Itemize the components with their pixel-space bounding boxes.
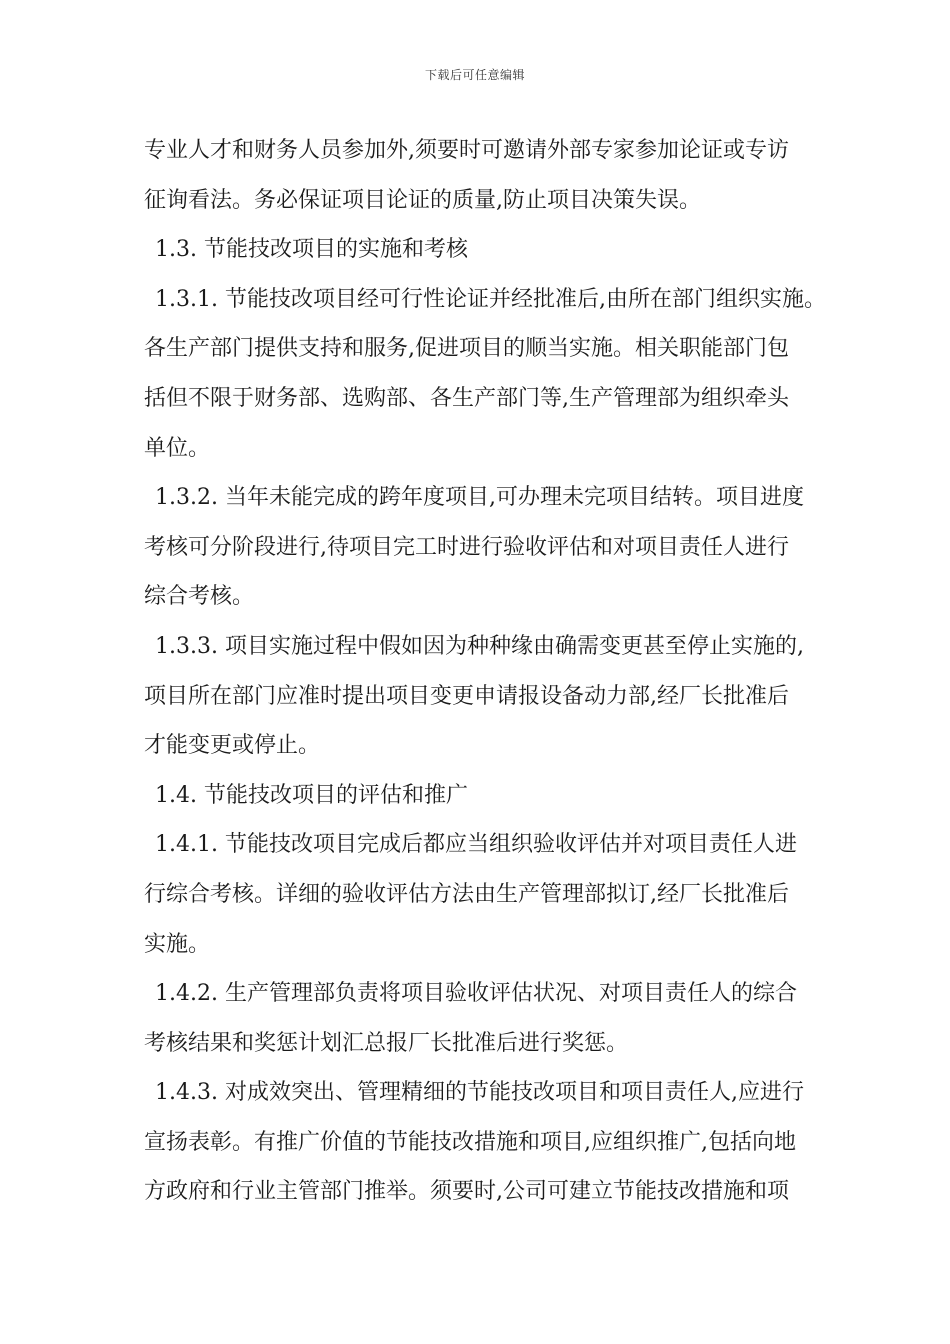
paragraph-line: 括但不限于财务部、选购部、各生产部门等,生产管理部为组织牵头 [144, 385, 789, 411]
paragraph-line: 单位。 [144, 435, 211, 461]
paragraph-line: 实施。 [144, 931, 211, 957]
document-body [144, 126, 826, 1217]
paragraph-line: 才能变更或停止。 [144, 733, 321, 759]
paragraph-line: 1.4.3. 对成效突出、管理精细的节能技改项目和项目责任人,应进行 [155, 1080, 804, 1106]
page-header-note: 下载后可任意编辑 [424, 68, 525, 82]
paragraph-line: 各生产部门提供支持和服务,促进项目的顺当实施。相关职能部门包 [144, 336, 789, 362]
paragraph-line: 方政府和行业主管部门推举。须要时,公司可建立节能技改措施和项 [144, 1179, 789, 1205]
paragraph-line: 专业人才和财务人员参加外,须要时可邀请外部专家参加论证或专访 [144, 138, 789, 163]
paragraph-line: 征询看法。务必保证项目论证的质量,防止项目决策失误。 [144, 187, 701, 213]
paragraph-line: 宣扬表彰。有推广价值的节能技改措施和项目,应组织推广,包括向地 [144, 1129, 796, 1155]
section-heading: 1.3. 节能技改项目的实施和考核 [155, 237, 468, 263]
paragraph-line: 1.3.3. 项目实施过程中假如因为种种缘由确需变更甚至停止实施的, [155, 633, 804, 659]
paragraph-line: 考核结果和奖惩计划汇总报厂长批准后进行奖惩。 [144, 1030, 629, 1056]
paragraph-line: 1.4.2. 生产管理部负责将项目验收评估状况、对项目责任人的综合 [155, 981, 797, 1007]
paragraph-line: 1.3.1. 节能技改项目经可行性论证并经批准后,由所在部门组织实施。 [155, 286, 826, 312]
paragraph-line: 项目所在部门应准时提出项目变更申请报设备动力部,经厂长批准后 [144, 683, 789, 709]
paragraph-line: 行综合考核。详细的验收评估方法由生产管理部拟订,经厂长批准后 [144, 881, 789, 907]
paragraph-line: 综合考核。 [144, 584, 255, 610]
section-heading: 1.4. 节能技改项目的评估和推广 [155, 782, 468, 808]
paragraph-line: 考核可分阶段进行,待项目完工时进行验收评估和对项目责任人进行 [144, 534, 789, 560]
paragraph-line: 1.4.1. 节能技改项目完成后都应当组织验收评估并对项目责任人进 [155, 832, 797, 858]
paragraph-line: 1.3.2. 当年未能完成的跨年度项目,可办理未完项目结转。项目进度 [155, 485, 804, 511]
